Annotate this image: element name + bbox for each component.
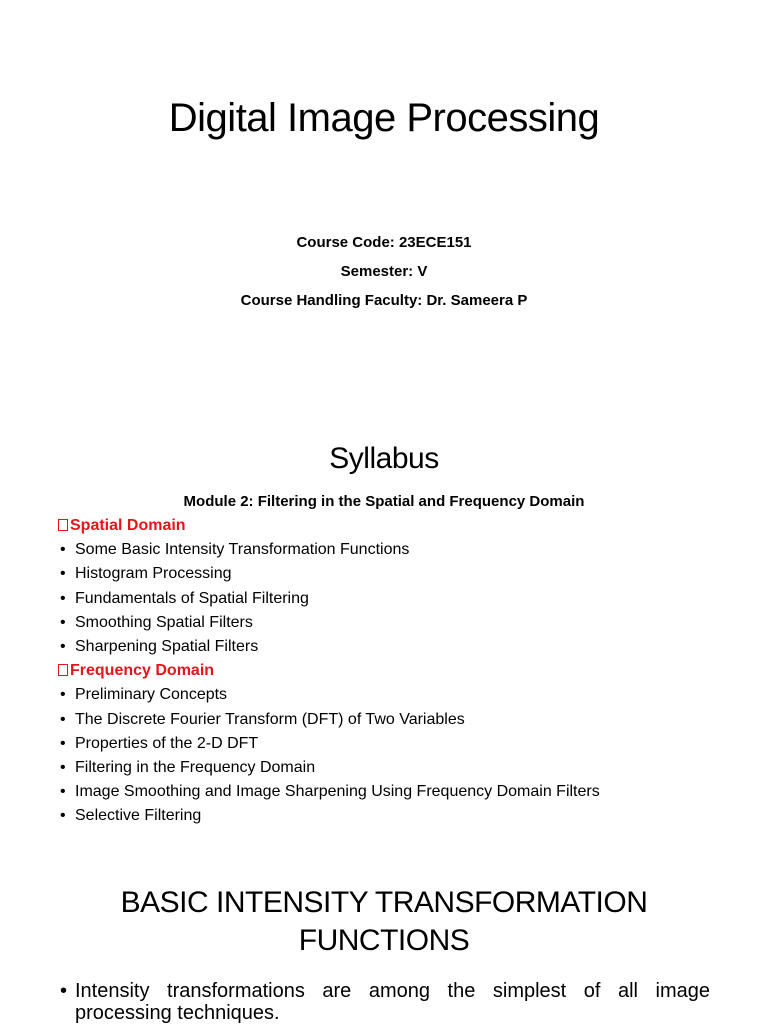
- body-bullet: [58, 980, 710, 1024]
- bullet-icon: •: [60, 734, 66, 752]
- course-code: Course Code: 23ECE151: [296, 234, 472, 251]
- list-item: [58, 587, 748, 611]
- slide-title: [0, 884, 768, 960]
- body-text: Intensity transformations are among the simplest of all image processing techniques.: [75, 980, 710, 1024]
- bullet-icon: •: [60, 710, 66, 728]
- section-heading-spatial: [58, 514, 748, 538]
- list-item-label: Image Smoothing and Image Sharpening Using Frequency Domain Filters: [75, 783, 600, 801]
- list-item-label: Filtering in the Frequency Domain: [75, 759, 316, 777]
- list-item-label: Some Basic Intensity Transformation Functions: [75, 541, 410, 559]
- list-item: [58, 708, 748, 732]
- slide-title-line: FUNCTIONS: [298, 924, 470, 957]
- bullet-icon: •: [60, 807, 66, 825]
- list-item: [58, 804, 748, 828]
- slide-title-line: BASIC INTENSITY TRANSFORMATION: [120, 886, 648, 919]
- bullet-icon: •: [60, 686, 66, 704]
- bullet-icon: •: [60, 759, 66, 777]
- module-heading: Module 2: Filtering in the Spatial and Frequency Domain: [183, 493, 585, 510]
- section-heading-label: Frequency Domain: [70, 662, 215, 680]
- checkbox-square-icon: [58, 664, 68, 676]
- list-item-label: The Discrete Fourier Transform (DFT) of Two Variables: [75, 710, 465, 728]
- bullet-icon: •: [60, 613, 66, 631]
- slide-title: Syllabus: [329, 442, 439, 475]
- intensity-transform-slide: [0, 860, 768, 1024]
- list-item: [58, 756, 748, 780]
- list-item-label: Selective Filtering: [75, 807, 202, 825]
- list-item: [58, 780, 748, 804]
- list-item: [58, 635, 748, 659]
- list-item: [58, 611, 748, 635]
- section-heading-label: Spatial Domain: [70, 517, 186, 534]
- bullet-icon: •: [60, 565, 66, 583]
- list-item: [58, 562, 748, 586]
- list-item: [58, 683, 748, 707]
- bullet-icon: •: [60, 541, 66, 559]
- list-item-label: Smoothing Spatial Filters: [75, 613, 253, 631]
- bullet-icon: •: [60, 589, 66, 607]
- semester: Semester: V: [340, 263, 428, 280]
- bullet-icon: •: [60, 783, 66, 801]
- list-item-label: Preliminary Concepts: [75, 686, 228, 704]
- list-item-label: Properties of the 2-D DFT: [75, 734, 259, 752]
- slide-title: Digital Image Processing: [168, 96, 600, 140]
- bullet-icon: •: [60, 980, 68, 1002]
- list-item: [58, 538, 748, 562]
- list-item-label: Sharpening Spatial Filters: [75, 638, 259, 656]
- list-item-label: Fundamentals of Spatial Filtering: [75, 589, 309, 607]
- section-heading-frequency: [58, 659, 748, 683]
- list-item: [58, 732, 748, 756]
- bullet-icon: •: [60, 638, 66, 656]
- syllabus-slide: [0, 390, 768, 860]
- syllabus-list: [58, 514, 748, 829]
- faculty: Course Handling Faculty: Dr. Sameera P: [240, 292, 528, 309]
- checkbox-square-icon: [58, 519, 68, 531]
- course-info: [0, 228, 768, 315]
- title-slide: [0, 0, 768, 390]
- list-item-label: Histogram Processing: [75, 565, 232, 583]
